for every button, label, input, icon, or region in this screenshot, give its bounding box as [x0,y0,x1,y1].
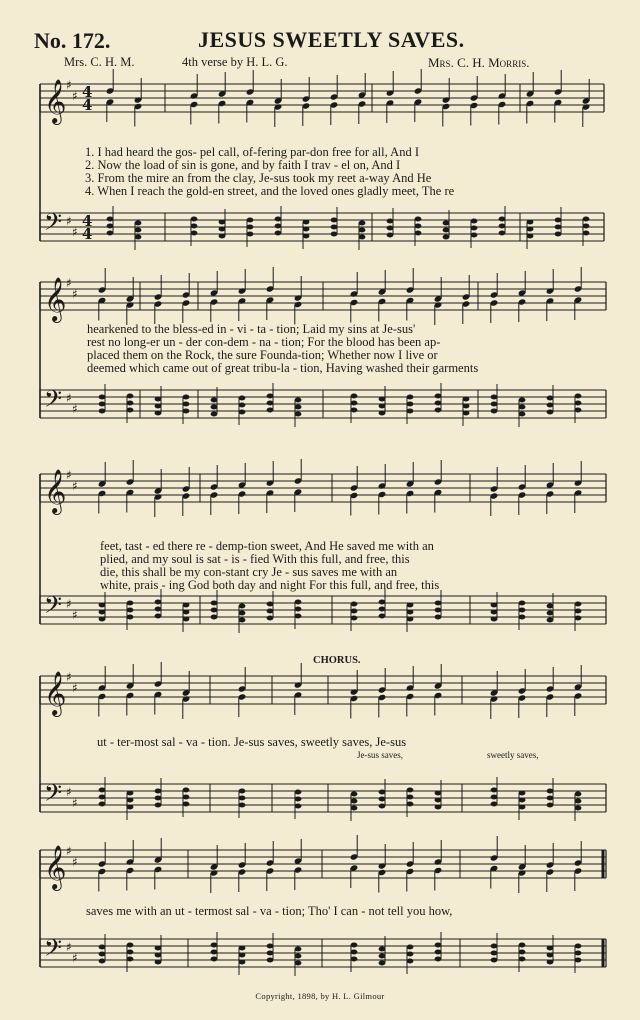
note-head [239,953,246,958]
note-head [547,796,554,801]
note-head [491,951,498,956]
note-head [183,788,190,793]
sharp-icon: ♯ [66,940,72,954]
bass-clef-icon: 𝄢 [44,385,63,418]
note-head [519,615,526,620]
note-head [379,790,386,795]
note-head [239,803,246,808]
note-head [379,607,386,612]
note-head [351,609,358,614]
note-head [575,602,582,607]
note-head [547,611,554,616]
note-head [99,603,106,608]
note-head [155,607,162,612]
note-head [379,804,386,809]
note-head [295,954,302,959]
note-head [267,408,274,413]
system4-lyrics: ut - ter-most sal - va - tion. Je-sus saves, sweetly saves, Je-sus [97,735,407,749]
note-head [575,958,582,963]
note-head [463,397,470,402]
note-head [295,614,302,619]
verse-credit: 4th verse by H. L. G. [182,55,288,69]
note-head [211,608,218,613]
note-head [267,958,274,963]
note-head [499,217,506,222]
time-signature: 4 [82,225,93,243]
sharp-icon: ♯ [72,951,78,965]
note-head [575,408,582,413]
note-head [491,402,498,407]
note-head [435,394,442,399]
note-head [407,409,414,414]
note-head [519,943,526,948]
lyric-line: placed them on the Rock, the sure Founda-tion; Whether now I live or [87,348,438,362]
note-head [211,957,218,962]
sharp-icon: ♯ [66,597,72,611]
note-head [547,960,554,965]
note-head [295,804,302,809]
note-head [407,959,414,964]
note-head [99,788,106,793]
note-head [379,600,386,605]
time-signature: 4 [82,83,93,101]
note-head [267,401,274,406]
lyric-line: white, prais - ing God both day and night For this full, and free, this [100,578,440,592]
note-head [107,217,114,222]
note-head [527,234,534,239]
note-head [387,219,394,224]
note-head [555,225,562,230]
lyric-line: deemed which came out of great tribu-la - tion, Having washed their garments [87,361,479,375]
note-head [387,226,394,231]
bass-clef-icon: 𝄢 [44,591,63,624]
note-head [491,603,498,608]
sharp-icon: ♯ [72,608,78,622]
note-head [359,221,366,226]
note-head [155,404,162,409]
note-head [491,795,498,800]
note-head [127,950,134,955]
note-head [379,797,386,802]
bass-clef-icon: 𝄢 [44,208,63,241]
note-head [527,227,534,232]
note-head [527,220,534,225]
note-head [583,231,590,236]
lyric-line: plied, and my soul is sat - is - fied With this full, and free, this [100,552,410,566]
bass-clef-icon: 𝄢 [44,934,63,967]
note-head [547,396,554,401]
note-head [583,217,590,222]
note-head [575,951,582,956]
note-head [155,789,162,794]
sharp-icon: ♯ [72,89,78,103]
note-head [239,611,246,616]
note-head [379,954,386,959]
note-head [155,600,162,605]
note-head [275,231,282,236]
lyric-line: hearkened to the bless-ed in - vi - ta - tion; Laid my sins at Je-sus' [87,322,416,336]
note-head [155,411,162,416]
note-head [407,603,414,608]
note-head [107,231,114,236]
note-head [275,217,282,222]
note-head [407,788,414,793]
treble-clef-icon: 𝄞 [44,845,67,889]
note-head [135,228,142,233]
note-head [547,803,554,808]
note-head [351,408,358,413]
note-head [443,221,450,226]
note-head [247,218,254,223]
note-head [239,796,246,801]
note-head [519,412,526,417]
lyric-line: 2. Now the load of sin is gone, and by faith I trav - el on, And I [85,158,401,172]
note-head [491,409,498,414]
copyright: Copyright, 1898, by H. L. Gilmour [255,991,385,1001]
note-head [351,792,358,797]
note-head [267,609,274,614]
note-head [127,615,134,620]
note-head [127,401,134,406]
lyric-line: 3. From the mire an from the clay, Je-sus took my reet a-way And He [85,171,432,185]
note-head [127,798,134,803]
sharp-icon: ♯ [72,402,78,416]
note-head [443,228,450,233]
note-head [211,943,218,948]
note-head [211,950,218,955]
treble-clef-icon: 𝄞 [44,671,67,715]
note-head [407,945,414,950]
note-head [435,408,442,413]
note-head [331,232,338,237]
note-head [99,959,106,964]
note-head [239,946,246,951]
note-head [491,610,498,615]
note-head [435,957,442,962]
note-head [471,226,478,231]
note-head [183,795,190,800]
note-head [191,224,198,229]
note-head [359,228,366,233]
bass-words-1: Je-sus saves, [357,750,403,760]
note-head [239,396,246,401]
note-head [107,224,114,229]
sharp-icon: ♯ [66,670,72,684]
note-head [219,220,226,225]
sharp-icon: ♯ [66,214,72,228]
note-head [183,402,190,407]
note-head [211,615,218,620]
note-head [387,233,394,238]
note-head [519,405,526,410]
chorus-label: CHORUS. [313,655,361,666]
sharp-icon: ♯ [72,855,78,869]
note-head [575,616,582,621]
note-head [127,957,134,962]
note-head [295,797,302,802]
note-head [379,614,386,619]
note-head [351,950,358,955]
note-head [267,394,274,399]
note-head [127,394,134,399]
note-head [435,798,442,803]
note-head [239,410,246,415]
note-head [547,618,554,623]
note-head [99,395,106,400]
note-head [219,227,226,232]
note-head [379,961,386,966]
note-head [351,616,358,621]
note-head [415,217,422,222]
note-head [379,404,386,409]
bass-words-2: sweetly saves, [487,750,539,760]
note-head [379,411,386,416]
note-head [303,220,310,225]
note-head [267,944,274,949]
note-head [519,957,526,962]
note-head [463,411,470,416]
note-head [295,961,302,966]
note-head [99,795,106,800]
note-head [519,601,526,606]
note-head [183,603,190,608]
note-head [491,944,498,949]
note-head [435,608,442,613]
note-head [519,805,526,810]
note-head [127,791,134,796]
note-head [359,235,366,240]
note-head [471,233,478,238]
note-head [99,617,106,622]
note-head [519,608,526,613]
note-head [575,944,582,949]
note-head [435,601,442,606]
note-head [135,221,142,226]
note-head [331,218,338,223]
note-head [547,604,554,609]
sharp-icon: ♯ [66,468,72,482]
note-head [267,616,274,621]
treble-clef-icon: 𝄞 [44,469,67,513]
note-head [435,401,442,406]
note-head [127,943,134,948]
system5-lyrics: saves me with an ut - termost sal - va - tion; Tho' I can - not tell you how, [86,904,453,918]
note-head [547,410,554,415]
sharp-icon: ♯ [66,78,72,92]
lyric-line: die, this shall be my con-stant cry Je - sus saves me with an [100,565,398,579]
note-head [415,224,422,229]
note-head [435,615,442,620]
note-head [351,957,358,962]
note-head [435,805,442,810]
note-head [127,608,134,613]
note-head [407,795,414,800]
hymn-number: No. 172. [34,28,111,53]
note-head [295,412,302,417]
hymn-title: JESUS SWEETLY SAVES. [198,27,465,52]
note-head [183,617,190,622]
note-head [407,610,414,615]
note-head [519,798,526,803]
note-head [191,217,198,222]
lyric-line: 4. When I reach the gold-en street, and the loved ones gladly meet, The re [85,184,455,198]
note-head [155,946,162,951]
sharp-icon: ♯ [66,276,72,290]
note-head [351,401,358,406]
note-head [583,224,590,229]
note-head [239,960,246,965]
note-head [135,235,142,240]
note-head [127,805,134,810]
note-head [99,610,106,615]
treble-clef-icon: 𝄞 [44,277,67,321]
note-head [239,789,246,794]
note-head [211,601,218,606]
note-head [155,803,162,808]
note-head [575,792,582,797]
note-head [575,609,582,614]
sharp-icon: ♯ [72,225,78,239]
note-head [519,791,526,796]
sharp-icon: ♯ [72,681,78,695]
note-head [331,225,338,230]
note-head [127,408,134,413]
note-head [471,219,478,224]
sharp-icon: ♯ [72,796,78,810]
note-head [547,789,554,794]
note-head [555,232,562,237]
note-head [267,602,274,607]
sharp-icon: ♯ [66,785,72,799]
note-head [239,403,246,408]
words-credit: Mrs. C. H. M. [64,55,135,69]
music-credit: Mrs. C. H. Morris. [428,55,530,70]
sharp-icon: ♯ [66,844,72,858]
note-head [351,799,358,804]
note-head [351,806,358,811]
note-head [407,952,414,957]
note-head [519,398,526,403]
note-head [491,802,498,807]
note-head [351,943,358,948]
note-head [379,397,386,402]
note-head [555,218,562,223]
note-head [275,224,282,229]
note-head [463,404,470,409]
note-head [183,802,190,807]
time-signature: 4 [82,212,93,230]
note-head [415,231,422,236]
note-head [295,790,302,795]
note-head [575,394,582,399]
sharp-icon: ♯ [72,479,78,493]
note-head [183,395,190,400]
note-head [183,610,190,615]
note-head [407,402,414,407]
note-head [491,788,498,793]
note-head [407,617,414,622]
note-head [247,225,254,230]
note-head [99,945,106,950]
note-head [239,604,246,609]
note-head [547,946,554,951]
note-head [519,950,526,955]
note-head [491,617,498,622]
note-head [575,401,582,406]
note-head [219,234,226,239]
note-head [211,412,218,417]
note-head [491,395,498,400]
note-head [99,952,106,957]
note-head [499,231,506,236]
note-head [407,395,414,400]
treble-clef-icon: 𝄞 [44,79,67,123]
note-head [295,947,302,952]
note-head [435,791,442,796]
note-head [379,947,386,952]
lyric-line: feet, tast - ed there re - demp-tion sweet, And He saved me with an [100,539,434,553]
note-head [211,405,218,410]
note-head [155,960,162,965]
note-head [303,234,310,239]
note-head [127,601,134,606]
note-head [303,227,310,232]
sharp-icon: ♯ [72,287,78,301]
note-head [435,950,442,955]
note-head [575,799,582,804]
bass-clef-icon: 𝄢 [44,779,63,812]
note-head [547,953,554,958]
note-head [443,235,450,240]
note-head [295,398,302,403]
note-head [351,394,358,399]
note-head [295,607,302,612]
note-head [155,796,162,801]
sharp-icon: ♯ [66,391,72,405]
note-head [155,614,162,619]
note-head [435,943,442,948]
note-head [267,951,274,956]
note-head [547,403,554,408]
note-head [575,806,582,811]
note-head [99,409,106,414]
lyric-line: 1. I had heard the gos- pel call, of-fering par-don free for all, And I [85,145,419,159]
note-head [351,602,358,607]
note-head [99,802,106,807]
note-head [295,405,302,410]
note-head [247,232,254,237]
time-signature: 4 [82,96,93,114]
note-head [239,618,246,623]
note-head [407,802,414,807]
note-head [155,953,162,958]
note-head [499,224,506,229]
lyric-line: rest no long-er un - der con-dem - na - tion; For the blood has been ap- [87,335,441,349]
note-head [191,231,198,236]
note-head [211,398,218,403]
note-head [295,600,302,605]
note-head [155,397,162,402]
note-head [491,958,498,963]
note-head [183,409,190,414]
note-head [99,402,106,407]
